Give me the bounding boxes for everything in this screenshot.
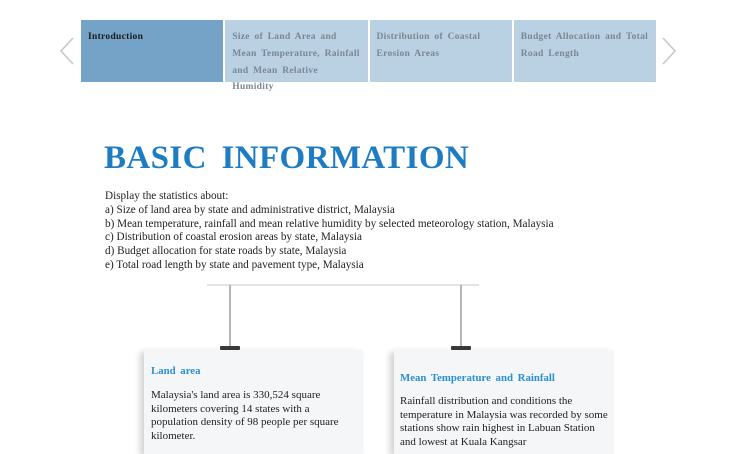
tab-introduction[interactable]: Introduction — [81, 20, 223, 82]
previous-arrow-button[interactable] — [58, 36, 76, 66]
land-area-card — [144, 350, 363, 454]
intro-section — [105, 190, 554, 273]
list-item: e) Total road length by state and pavement type, Malaysia — [105, 258, 364, 271]
tab-budget-road-length[interactable]: Budget Allocation and Total Road Length — [514, 20, 656, 82]
tab-coastal-erosion[interactable]: Distribution of Coastal Erosion Areas — [370, 20, 512, 82]
statistics-list — [105, 204, 554, 273]
page-title: BASIC INFORMATION — [104, 140, 470, 176]
next-arrow-button[interactable] — [660, 36, 678, 66]
card-body: Malaysia's land area is 330,524 square kilometers covering 14 states with a population density of 98 people per square kilometer. — [151, 389, 339, 442]
section-tabs — [81, 20, 656, 93]
card-title: Land area — [151, 365, 201, 377]
list-item: a) Size of land area by state and administrative district, Malaysia — [105, 203, 395, 216]
intro-text: Display the statistics about: — [105, 190, 229, 202]
chevron-right-icon — [660, 36, 678, 66]
temperature-rainfall-card — [394, 350, 614, 454]
list-item: b) Mean temperature, rainfall and mean relative humidity by selected meteorology station, Malaysia — [105, 217, 554, 230]
list-item: d) Budget allocation for state roads by state, Malaysia — [105, 245, 347, 258]
hanger-string-left — [229, 285, 231, 347]
tab-land-area-temperature[interactable]: Size of Land Area and Mean Temperature, Rainfall and Mean Relative Humidity — [225, 20, 367, 82]
chevron-left-icon — [58, 36, 76, 66]
list-item: c) Distribution of coastal erosion areas by state, Malaysia — [105, 231, 362, 244]
card-body: Rainfall distribution and conditions the temperature in Malaysia was recorded by some stations show rain highest in Labuan Station and lowest at Kuala Kangsar — [400, 395, 608, 448]
hanger-rail — [207, 284, 479, 286]
hanger-string-right — [460, 285, 462, 347]
card-title: Mean Temperature and Rainfall — [400, 372, 555, 384]
